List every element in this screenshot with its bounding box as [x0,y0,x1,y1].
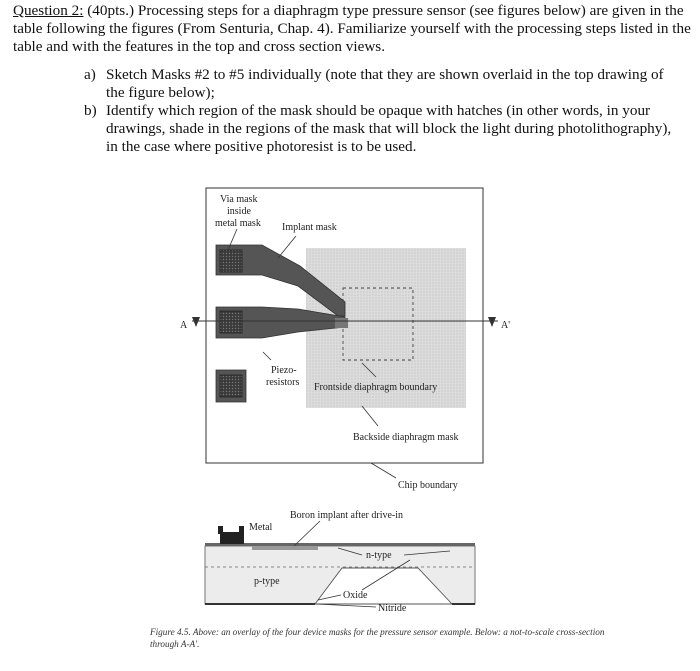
chip-leader [371,463,396,478]
cross-section [205,526,475,604]
section-label-a-prime: A' [501,320,511,331]
boron-leader [294,521,320,546]
question-text: (40pts.) Processing steps for a diaphragm type pressure sensor (see figures below) are given in the table following the figures (From Senturia, Chap. 4). Familiarize yourself with the processing steps listed in the table and with the features in the top and cross section views. [13,2,691,55]
part-a-label: a) [84,66,96,83]
section-arrow-right-icon [488,317,496,327]
boron-implant-region [252,546,318,550]
boron-label: Boron implant after drive-in [290,510,404,521]
part-a-text: Sketch Masks #2 to #5 individually (note that they are shown overlaid in the top drawing of the figure below); [106,66,664,101]
part-b-label: b) [84,102,97,119]
backside-diaphragm-label: Backside diaphragm mask [353,432,459,443]
p-type-label: p-type [254,576,280,587]
figure-caption-text: Above: an overlay of the four device masks for the pressure sensor example. Below: a not-to-scale cross-section through A-A'. [150,627,605,649]
piezoresistors-label-1: Piezo- [271,365,297,376]
oxide-label: Oxide [343,590,368,601]
part-b-text: Identify which region of the mask should be opaque with hatches (in other words, in your drawings, shade in the regions of the mask that will block the light during photolithography), in the case where positive photoresist is to be used. [106,102,672,155]
via-pad-middle [220,311,242,333]
metal-contact-bump-right [239,526,244,534]
via-pad-top [220,250,242,272]
frontside-diaphragm-label: Frontside diaphragm boundary [314,382,438,393]
figure-caption [150,626,610,650]
piezoresistor-implant [335,318,348,328]
section-label-a: A [180,320,188,331]
metal-label: Metal [249,522,273,533]
via-mask-label-1: Via mask [220,194,258,205]
question-number: Question 2: [13,2,84,19]
via-mask-label-3: metal mask [215,218,261,229]
via-mask-label-2: inside [227,206,251,217]
figure-caption-label: Figure 4.5. [150,627,191,637]
chip-boundary-label: Chip boundary [398,480,458,491]
piezoresistors-label-2: resistors [266,377,300,388]
implant-mask-label: Implant mask [282,222,337,233]
top-oxide-layer [205,543,475,546]
n-type-label: n-type [366,550,392,561]
section-arrow-left-icon [192,317,200,327]
nitride-label: Nitride [378,603,407,614]
via-pad-bottom [220,375,242,397]
metal-contact-bump-left [218,526,223,534]
